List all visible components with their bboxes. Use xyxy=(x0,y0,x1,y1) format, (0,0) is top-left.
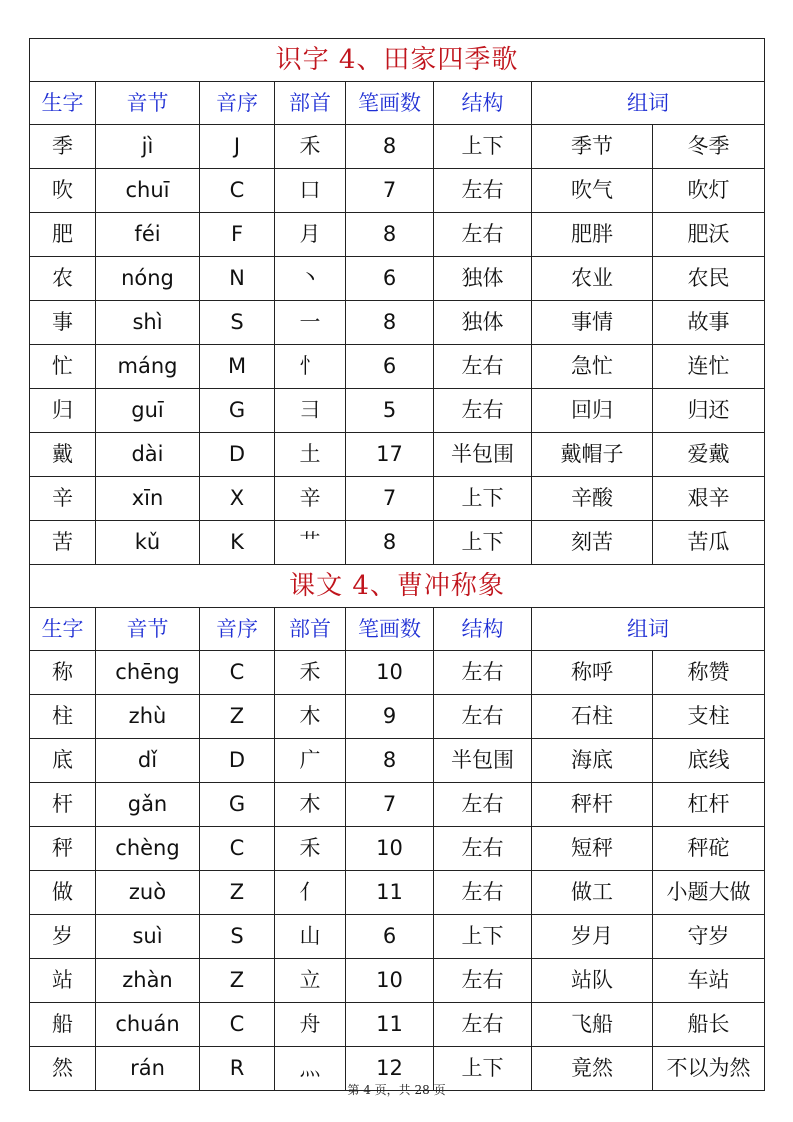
table-row xyxy=(30,345,765,389)
cell-index: K xyxy=(200,521,275,565)
cell-word-1: 秤杆 xyxy=(532,783,653,827)
cell-strokes: 8 xyxy=(346,213,434,257)
cell-word-1: 农业 xyxy=(532,257,653,301)
table-row xyxy=(30,125,765,169)
cell-char: 底 xyxy=(30,739,96,783)
cell-index: Z xyxy=(200,959,275,1003)
cell-index: R xyxy=(200,1047,275,1091)
cell-structure: 半包围 xyxy=(434,433,532,477)
cell-pinyin: chuī xyxy=(96,169,200,213)
cell-index: D xyxy=(200,433,275,477)
cell-pinyin: nóng xyxy=(96,257,200,301)
cell-pinyin: chēng xyxy=(96,651,200,695)
cell-radical: 一 xyxy=(275,301,346,345)
cell-index: G xyxy=(200,389,275,433)
cell-strokes: 6 xyxy=(346,257,434,301)
cell-word-1: 急忙 xyxy=(532,345,653,389)
cell-radical: 艹 xyxy=(275,521,346,565)
cell-structure: 上下 xyxy=(434,521,532,565)
cell-word-1: 站队 xyxy=(532,959,653,1003)
header-words: 组词 xyxy=(532,608,765,651)
table-row xyxy=(30,695,765,739)
cell-char: 船 xyxy=(30,1003,96,1047)
cell-structure: 独体 xyxy=(434,301,532,345)
cell-pinyin: dǐ xyxy=(96,739,200,783)
cell-index: S xyxy=(200,915,275,959)
cell-structure: 上下 xyxy=(434,915,532,959)
table-row xyxy=(30,169,765,213)
cell-strokes: 7 xyxy=(346,477,434,521)
cell-word-2: 连忙 xyxy=(653,345,765,389)
cell-char: 戴 xyxy=(30,433,96,477)
cell-radical: 彐 xyxy=(275,389,346,433)
cell-strokes: 7 xyxy=(346,783,434,827)
table-row xyxy=(30,651,765,695)
cell-strokes: 7 xyxy=(346,169,434,213)
cell-pinyin: máng xyxy=(96,345,200,389)
cell-structure: 上下 xyxy=(434,1047,532,1091)
cell-word-1: 事情 xyxy=(532,301,653,345)
cell-char: 秤 xyxy=(30,827,96,871)
header-strokes: 笔画数 xyxy=(346,608,434,651)
cell-strokes: 10 xyxy=(346,651,434,695)
cell-word-1: 石柱 xyxy=(532,695,653,739)
header-row xyxy=(30,608,765,651)
cell-pinyin: xīn xyxy=(96,477,200,521)
cell-structure: 半包围 xyxy=(434,739,532,783)
cell-structure: 左右 xyxy=(434,959,532,1003)
cell-char: 杆 xyxy=(30,783,96,827)
cell-char: 做 xyxy=(30,871,96,915)
cell-strokes: 6 xyxy=(346,915,434,959)
cell-strokes: 10 xyxy=(346,959,434,1003)
cell-word-1: 竟然 xyxy=(532,1047,653,1091)
cell-word-2: 归还 xyxy=(653,389,765,433)
cell-pinyin: chèng xyxy=(96,827,200,871)
header-radical: 部首 xyxy=(275,82,346,125)
cell-structure: 上下 xyxy=(434,477,532,521)
cell-word-1: 辛酸 xyxy=(532,477,653,521)
header-index: 音序 xyxy=(200,82,275,125)
header-char: 生字 xyxy=(30,82,96,125)
cell-char: 站 xyxy=(30,959,96,1003)
table-row xyxy=(30,871,765,915)
cell-strokes: 11 xyxy=(346,871,434,915)
header-index: 音序 xyxy=(200,608,275,651)
cell-structure: 上下 xyxy=(434,125,532,169)
cell-index: C xyxy=(200,169,275,213)
cell-word-2: 农民 xyxy=(653,257,765,301)
cell-char: 归 xyxy=(30,389,96,433)
cell-word-2: 吹灯 xyxy=(653,169,765,213)
cell-word-1: 海底 xyxy=(532,739,653,783)
cell-index: F xyxy=(200,213,275,257)
cell-pinyin: guī xyxy=(96,389,200,433)
table-row xyxy=(30,521,765,565)
cell-radical: 山 xyxy=(275,915,346,959)
cell-index: C xyxy=(200,1003,275,1047)
cell-index: C xyxy=(200,827,275,871)
table-row xyxy=(30,389,765,433)
cell-structure: 左右 xyxy=(434,169,532,213)
table-row xyxy=(30,213,765,257)
table-row xyxy=(30,433,765,477)
section-title: 识字 4、田家四季歌 xyxy=(30,39,765,82)
cell-word-2: 苦瓜 xyxy=(653,521,765,565)
table-row xyxy=(30,915,765,959)
cell-index: S xyxy=(200,301,275,345)
cell-word-1: 刻苦 xyxy=(532,521,653,565)
cell-word-1: 做工 xyxy=(532,871,653,915)
cell-char: 苦 xyxy=(30,521,96,565)
cell-word-1: 短秤 xyxy=(532,827,653,871)
cell-word-2: 小题大做 xyxy=(653,871,765,915)
cell-word-1: 回归 xyxy=(532,389,653,433)
table-row xyxy=(30,477,765,521)
header-char: 生字 xyxy=(30,608,96,651)
cell-radical: 亻 xyxy=(275,871,346,915)
cell-word-2: 肥沃 xyxy=(653,213,765,257)
cell-radical: 口 xyxy=(275,169,346,213)
header-words: 组词 xyxy=(532,82,765,125)
cell-radical: 丶 xyxy=(275,257,346,301)
table-row xyxy=(30,1003,765,1047)
cell-strokes: 5 xyxy=(346,389,434,433)
cell-word-1: 岁月 xyxy=(532,915,653,959)
cell-structure: 左右 xyxy=(434,651,532,695)
cell-structure: 左右 xyxy=(434,783,532,827)
cell-index: X xyxy=(200,477,275,521)
cell-char: 吹 xyxy=(30,169,96,213)
table-row xyxy=(30,739,765,783)
table-row xyxy=(30,301,765,345)
header-row xyxy=(30,82,765,125)
cell-char: 柱 xyxy=(30,695,96,739)
header-pinyin: 音节 xyxy=(96,82,200,125)
cell-radical: 木 xyxy=(275,783,346,827)
cell-radical: 舟 xyxy=(275,1003,346,1047)
cell-structure: 左右 xyxy=(434,345,532,389)
section-title-row xyxy=(30,565,765,608)
header-structure: 结构 xyxy=(434,82,532,125)
cell-word-2: 杠杆 xyxy=(653,783,765,827)
cell-char: 辛 xyxy=(30,477,96,521)
cell-index: J xyxy=(200,125,275,169)
cell-strokes: 8 xyxy=(346,125,434,169)
cell-word-1: 肥胖 xyxy=(532,213,653,257)
cell-word-2: 故事 xyxy=(653,301,765,345)
section-title: 课文 4、曹冲称象 xyxy=(30,565,765,608)
cell-radical: 禾 xyxy=(275,827,346,871)
cell-structure: 左右 xyxy=(434,1003,532,1047)
cell-index: Z xyxy=(200,695,275,739)
cell-strokes: 11 xyxy=(346,1003,434,1047)
table-row xyxy=(30,827,765,871)
cell-char: 季 xyxy=(30,125,96,169)
cell-char: 肥 xyxy=(30,213,96,257)
cell-word-2: 秤砣 xyxy=(653,827,765,871)
cell-structure: 独体 xyxy=(434,257,532,301)
cell-pinyin: kǔ xyxy=(96,521,200,565)
cell-word-2: 支柱 xyxy=(653,695,765,739)
cell-word-1: 戴帽子 xyxy=(532,433,653,477)
cell-radical: 禾 xyxy=(275,125,346,169)
cell-radical: 广 xyxy=(275,739,346,783)
cell-strokes: 10 xyxy=(346,827,434,871)
table-row xyxy=(30,959,765,1003)
cell-index: D xyxy=(200,739,275,783)
cell-word-2: 爱戴 xyxy=(653,433,765,477)
cell-pinyin: zhàn xyxy=(96,959,200,1003)
cell-pinyin: shì xyxy=(96,301,200,345)
cell-char: 然 xyxy=(30,1047,96,1091)
cell-strokes: 17 xyxy=(346,433,434,477)
cell-index: G xyxy=(200,783,275,827)
cell-radical: 辛 xyxy=(275,477,346,521)
header-strokes: 笔画数 xyxy=(346,82,434,125)
cell-strokes: 6 xyxy=(346,345,434,389)
cell-word-2: 不以为然 xyxy=(653,1047,765,1091)
character-table xyxy=(29,38,765,1091)
cell-pinyin: rán xyxy=(96,1047,200,1091)
cell-char: 事 xyxy=(30,301,96,345)
cell-word-1: 季节 xyxy=(532,125,653,169)
cell-structure: 左右 xyxy=(434,827,532,871)
section-title-row xyxy=(30,39,765,82)
cell-word-2: 车站 xyxy=(653,959,765,1003)
header-pinyin: 音节 xyxy=(96,608,200,651)
cell-word-2: 船长 xyxy=(653,1003,765,1047)
cell-word-2: 冬季 xyxy=(653,125,765,169)
cell-word-1: 飞船 xyxy=(532,1003,653,1047)
cell-pinyin: chuán xyxy=(96,1003,200,1047)
cell-pinyin: jì xyxy=(96,125,200,169)
cell-word-2: 艰辛 xyxy=(653,477,765,521)
cell-char: 农 xyxy=(30,257,96,301)
cell-radical: 禾 xyxy=(275,651,346,695)
cell-strokes: 8 xyxy=(346,521,434,565)
cell-index: Z xyxy=(200,871,275,915)
cell-pinyin: zuò xyxy=(96,871,200,915)
cell-radical: 忄 xyxy=(275,345,346,389)
cell-char: 忙 xyxy=(30,345,96,389)
cell-radical: 土 xyxy=(275,433,346,477)
cell-pinyin: féi xyxy=(96,213,200,257)
cell-pinyin: gǎn xyxy=(96,783,200,827)
cell-structure: 左右 xyxy=(434,389,532,433)
cell-pinyin: dài xyxy=(96,433,200,477)
cell-index: C xyxy=(200,651,275,695)
cell-word-2: 称赞 xyxy=(653,651,765,695)
cell-strokes: 12 xyxy=(346,1047,434,1091)
table-row xyxy=(30,783,765,827)
cell-word-2: 守岁 xyxy=(653,915,765,959)
cell-word-1: 吹气 xyxy=(532,169,653,213)
cell-index: M xyxy=(200,345,275,389)
cell-structure: 左右 xyxy=(434,695,532,739)
table-row xyxy=(30,257,765,301)
cell-word-2: 底线 xyxy=(653,739,765,783)
cell-radical: 立 xyxy=(275,959,346,1003)
cell-structure: 左右 xyxy=(434,871,532,915)
cell-strokes: 9 xyxy=(346,695,434,739)
cell-word-1: 称呼 xyxy=(532,651,653,695)
header-radical: 部首 xyxy=(275,608,346,651)
cell-strokes: 8 xyxy=(346,301,434,345)
cell-index: N xyxy=(200,257,275,301)
page-footer: 第 4 页，共 28 页 xyxy=(347,1083,446,1097)
cell-char: 称 xyxy=(30,651,96,695)
cell-radical: 木 xyxy=(275,695,346,739)
cell-char: 岁 xyxy=(30,915,96,959)
cell-radical: 月 xyxy=(275,213,346,257)
cell-pinyin: suì xyxy=(96,915,200,959)
cell-structure: 左右 xyxy=(434,213,532,257)
header-structure: 结构 xyxy=(434,608,532,651)
cell-pinyin: zhù xyxy=(96,695,200,739)
cell-strokes: 8 xyxy=(346,739,434,783)
cell-radical: 灬 xyxy=(275,1047,346,1091)
